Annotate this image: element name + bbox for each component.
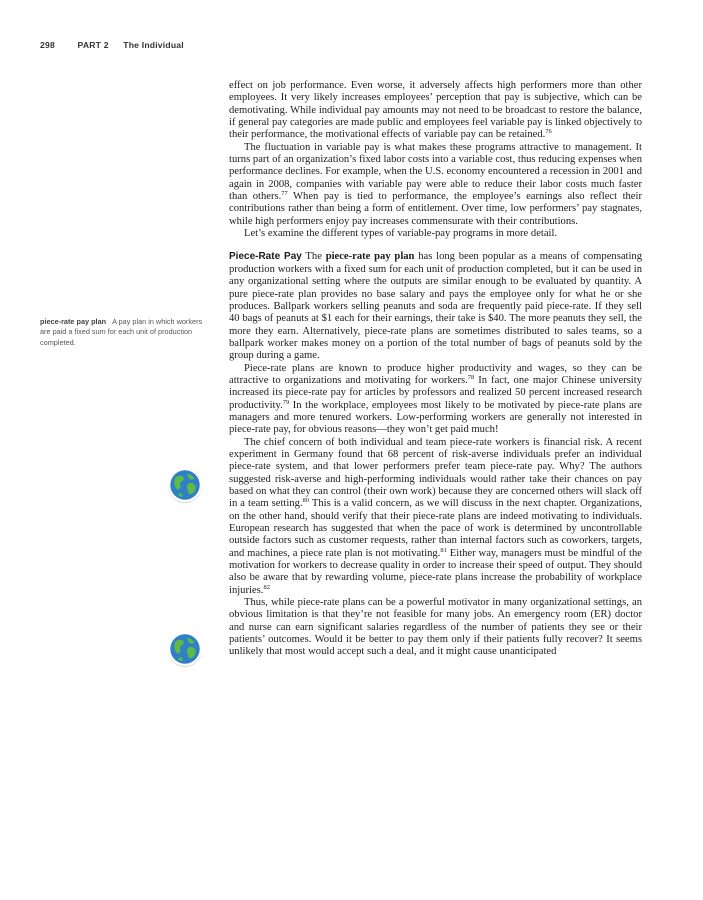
- footnote-ref: 82: [263, 583, 270, 591]
- paragraph: Thus, while piece-rate plans can be a powerful motivator in many organizational settings, an obvious limitation is that they’re not feasible for many jobs. An emergency room (ER) doctor and nurse can earn significant salaries regardless of the number of patients they see or their patients’ outcomes. Would it be better to pay them only if their patients fully recover? It seems unlikely that most would accept such a deal, and it might cause unanticipated: [229, 597, 642, 658]
- page-number: 298: [40, 40, 55, 50]
- footnote-ref: 76: [545, 128, 552, 136]
- paragraph: effect on job performance. Even worse, it adversely affects high performers more than other employees. It very likely increases employees’ perception that pay is subjective, which can be demotivating. While individual pay amounts may not need to be broadcast to restore the balance, if general pay categories are made public and employees feel variable pay is linked objectively to their performance, the motivational effects of variable pay can be retained.$^{76}$: [229, 80, 642, 141]
- margin-definition-text: A pay plan in which workers are paid a fixed sum for each unit of production completed.: [40, 317, 203, 347]
- footnote-ref: 81: [440, 546, 447, 554]
- paragraph: The chief concern of both individual and team piece-rate workers is financial risk. A recent experiment in Germany found that 68 percent of risk-averse individuals prefer an individual piece-rate system, and that lower performers prefer team piece-rate pay. Why? The authors suggested risk-averse and high-performing individuals would rather take their chances on pay based on what they can control (their own work) because they are concerned others will slack off in a team setting.$^{80}$ This is a valid concern, as we will discuss in the next chapter. Organizations, on the other hand, should verify that their piece-rate plans are indeed motivating to individuals. European research has suggested that when the pace of work is determined by uncontrollable outside factors such as customer requests, rather than internal factors such as coworkers, targets, and machines, a piece rate plan is not motivating.$^{81}$ Either way, managers must be mindful of the motivation for workers to decrease quality in order to increase their speed of output. They should also be aware that by rewarding volume, piece-rate plans increase the probability of workplace injuries.$^{82}$: [229, 436, 642, 596]
- paragraph: The fluctuation in variable pay is what makes these programs attractive to management. It turns part of an organization’s fixed labor costs into a variable cost, thus reducing expenses when performance declines. For example, when the U.S. economy encountered a recession in 2001 and again in 2008, companies with variable pay were able to reduce their labor costs much faster than others.$^{77}$ When pay is tied to performance, the employee’s earnings also reflect their contributions rather than being a form of entitlement. Over time, low performers’ pay stagnates, while high performers enjoy pay increases commensurate with their contributions.: [229, 141, 642, 227]
- run-in-heading: Piece-Rate Pay: [229, 251, 302, 263]
- paragraph: Let’s examine the different types of variable-pay programs in more detail.: [244, 228, 558, 240]
- part-title: The Individual: [123, 40, 184, 50]
- part-label: PART 2: [77, 40, 109, 50]
- footnote-ref: 77: [281, 190, 288, 198]
- globe-icon: [166, 466, 204, 504]
- paragraph: Piece-rate plans are known to produce higher productivity and wages, so they can be attractive to organizations and motivating for workers.$^{78}$ In fact, one major Chinese university increased its piece-rate pay for articles by professors and realized 50 percent increased research productivity.$^{79}$ In the workplace, employees most likely to be motivated by piece-rate plans are managers and more tenured workers. Low-performing workers are generally not interested in piece-rate pay, for obvious reasons—they won’t get paid much!: [229, 362, 642, 436]
- footnote-ref: 78: [467, 373, 475, 381]
- main-text: [229, 80, 642, 659]
- footnote-ref: 79: [282, 398, 290, 406]
- key-term: piece-rate pay plan: [325, 251, 415, 263]
- section-paragraph: Piece-Rate Pay The piece-rate pay plan has long been popular as a means of compensating production workers with a fixed sum for each unit of production completed, but it can be used in any organizational setting where the outputs are similar enough to be evaluated by quantity. A pure piece-rate plan provides no base salary and pays the employee only for what he or she produces. Ballpark workers selling peanuts and soda are frequently paid piece-rate. If they sell 40 bags of peanuts at $1 each for their earnings, their take is $40. The more peanuts they sell, the more they earn. Alternatively, piece-rate plans are sometimes distributed to sales teams, so a ballpark worker makes money on a portion of the total number of bags of peanuts sold by the group during a game.: [229, 251, 643, 362]
- margin-definition: [40, 317, 210, 348]
- running-header: [40, 40, 196, 50]
- globe-icon: [166, 630, 204, 668]
- margin-term: piece-rate pay plan: [40, 317, 107, 326]
- footnote-ref: 80: [302, 497, 310, 505]
